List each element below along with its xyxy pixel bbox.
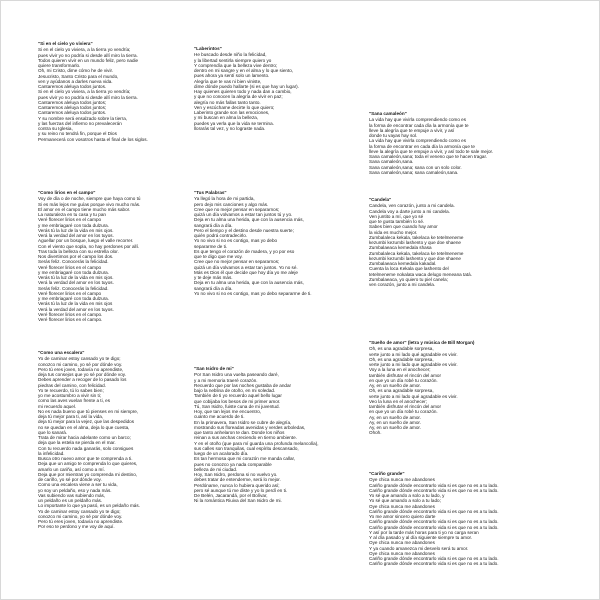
lyric-line: Zumbalaeaca, yo quiero tu piel canela; [369,276,448,282]
lyric-line: yo soy un peldaño, eso y nada más. [38,487,112,493]
song-block-7 [38,350,188,530]
lyric-line: y me embriagaré con toda dulzura. [38,269,109,275]
lyric-line: Cantaremos aleluya todos juntos. [38,84,107,89]
lyric-line: lleve la alegría que te empuje a vivir, y así [369,127,455,133]
lyric-line: Ya llegó la hora de mi partida, [194,196,255,202]
lyric-line: Oh, es una agradable sorpresa, [369,388,434,394]
lyric-line: piedras del camino, con felicidad. [38,382,106,388]
lyric-line: Deja en tu alma una herida, que con la ausencia más, [194,217,304,223]
song-title: "Sueño de amor" (letra y música de Bill Morgan) [369,340,475,345]
lyric-line: Zumbalaleca kekala, takelaca ke tetelmeneme [369,250,464,256]
lyric-line: Verás tú la luz de la vida en mis ojos. [38,227,114,233]
lyric-line: Como una escalera viene a ser tu vida, [38,482,118,488]
lyric-line: Ay, en un sueño de amor. [369,383,421,388]
lyric-line: Sana camaleón,sana; toda el veneno que te hacen tragar. [369,154,487,159]
lyric-line: conozco mi camino, yo sé por dónde voy. [38,361,123,367]
lyric-line: Perdóname, nunca lo hubiera querido así; [194,482,280,488]
lyric-line: Busca otro nuevo amor que te comprenda a ti. [38,456,133,461]
lyric-line: Zumbalaeaca kemedala kakadal. [369,261,437,266]
lyric-line: Y en el otoño (que para mí guarda una profunda melancolía), [194,440,319,446]
lyric-line: Es que tengo el corazón de madera, y yo por eso [194,248,295,254]
lyric-line: que te digo que me voy. [194,254,243,259]
lyric-line: Pero el tiempo y el destino desde nuestra suerte; [194,227,294,233]
song-block-1 [38,41,188,142]
lyric-line: Veré florecer lirios en el campo [38,264,102,270]
lyric-line: verte junto a mi lado qué agradable es vivir. [369,393,458,399]
lyric-line: pero dejo mis canciones y algo más. [194,201,269,207]
lyric-line: sangrará día a día. [194,222,233,228]
lyric-line: sus calles son tranquilas, cual espíritu descansado, [194,445,299,451]
lyric-line: También de ti yo recuerdo aquel bello lugar [194,393,282,399]
lyric-line: Verás tú la luz de la vida en mis ojos. [38,275,114,280]
lyric-line: también disfrutar el rincón del amor [369,404,442,409]
song-block-10 [369,471,519,567]
lyric-line: Hoy, que tan lejos me encuentro, [194,409,262,414]
lyric-line: La vida hay que vivirla comprendiendo como es [369,117,467,123]
lyric-line: Si en el cielo yo viviera, a la tierra yo vendría; [38,89,131,95]
lyric-line: amarlo un cariño, así como a mí. [38,466,105,472]
lyric-line: Deja en tu alma una herida, que con la ausencia más, [194,280,304,286]
lyric-line: que tanto anhelaron te dan. Donde los niños [194,430,285,435]
lyric-line: Cantaremos aleluya todos juntos; [38,99,107,105]
lyric-line: la forma de encontrar cada día la armonía que te [369,122,469,128]
lyric-line: la infelicidad. [38,450,65,456]
lyric-line: de cariño, yo sé por dónde voy. [38,477,102,482]
lyric-line: llorarás tal vez, y no lograste nada. [194,125,266,131]
lyric-line: Ven y escúchame decirte lo que quiero; [194,104,275,110]
lyric-line: ven corazón, junto a mi candela. [369,282,436,287]
lyric-line: Candela, ven corazón, junto a mi candela. [369,203,455,209]
song-title: "Cariño grande" [369,471,405,476]
lyric-line: y me embriagaré con toda dulzura. [38,296,109,301]
lyric-line: Nos divertimos por el campo los dos. [38,254,114,259]
lyric-line: Y su nombre será ensalzado sobre la tierra, [38,115,128,121]
lyric-line: Veo la luna en el anochecer; [369,398,427,404]
lyric-line: Recuerdo que por las noches gustaba de andar [194,382,292,388]
lyric-line: como las aves vuelan frente a ti, es [38,398,111,404]
lyric-line: quiere transformarlo. [38,63,81,68]
lyric-line: Yo sé que amando a solo a tu lado, y [369,493,445,498]
lyric-line: Yo me amor sincero quiero darte [369,514,436,519]
lyric-line: deja tú mejor para ti, así la vida, [38,414,104,419]
lyric-line: No es nada bueno que tú pienses en mi siempre, [38,408,139,414]
lyric-line: Sabes bien que cuando hay amor [369,224,438,230]
lyric-line: Todos quieren vivir en un mundo feliz, pero nadie [38,57,139,63]
lyric-line: Si en el cielo yo viviera, a la tierra yo vendría; [38,47,131,53]
lyric-line: alegría no más fallas tanto tanto. [194,99,261,105]
lyric-line: un peldaño es un peldaño más. [38,498,103,503]
lyric-line: Sana camaleón,sana; sana camaleón,sana. [369,169,459,175]
lyric-line: en que yo un día robé tu corazón. [369,409,438,415]
song-title: "Laberintos" [194,46,222,51]
lyric-line: Verá la verdad del amor en los tuyos. [38,306,114,312]
lyric-line: Veré florecer lirios en el campo [38,217,102,223]
lyric-line: Serás feliz. Conocerás la felicidad. [38,285,109,291]
lyric-line: Tras toda la belleza con su estrella olor. [38,248,119,254]
lyric-line: Tú, San Isidro, fuiste cuna de mi juventud. [194,403,280,409]
lyric-line: y su reino no tendrá fin, porque el Dios [38,131,117,137]
lyric-line: también disfrutar el rincón del amor [369,372,442,378]
lyric-line: quizá un día volvamos a estar tan juntos tú y yo. [194,212,293,217]
lyric-line: Serás feliz. Conocerás la felicidad. [38,259,109,265]
lyric-line: El amor en el campo tiene mucho más sabor. [38,206,131,212]
lyric-line: Oh, es una agradable sorpresa, [369,356,434,362]
lyric-line: Laberinto grande son las emociones, [194,110,270,115]
lyric-line: He buscado desde niño la felicidad, [194,52,267,58]
lyric-line: Yo de caminar estoy cansado yo te digo; [38,508,121,514]
lyric-line: verte junto a mi lado qué agradable es vivir. [369,351,458,357]
lyric-line: Pero tú eres joven, todavía no aprendiste, [38,366,124,372]
lyric-line: yo me acostumbro a vivir sin ti; [38,393,102,398]
lyric-line: pero sé aunque tú me diste y yo lo perdí en ti. [194,487,288,493]
lyric-line: kezumbi kezumbi lashento y que doe shaene [369,240,461,245]
lyric-line: Zumbalaeaca kemedala shasa [369,245,432,251]
lyric-line: dentro en mi sangre y en el alma y lo que siento, [194,68,294,73]
lyric-line: Hay quienes quieren todo y nada dan a cambio, [194,89,292,94]
lyric-line: y me embriagaré con toda dulzura. [38,222,109,228]
lyric-line: Cariño grande dónde encontrarlo vida si es que no es a tu lado. [369,561,499,567]
lyric-line: Ni la romántica Riuiva del San Isidro de mi. [194,498,282,504]
lyric-line: kezumbi kezumbi lashento y que doe shaene [369,255,461,261]
lyric-line: quién podrá contradecirlo. [194,233,248,238]
lyric-line: Por eso te perdono y me voy de aquí. [38,524,115,530]
lyric-line: deja tú mejor para la vejez, que las despedidos [38,419,135,425]
lyric-line: y la libertad sentirla siempre quiero yo [194,57,272,63]
lyric-line: La naturaleza en tu casa y tu pan [38,212,106,217]
song-title: "Candela" [369,197,392,202]
lyric-line: Cree que no mejor pensar en separarnos; [194,206,280,212]
lyric-line: Cariño grande dónde encontrarlo vida si es que no es a tu lado. [369,508,499,514]
lyric-line: la vida es mucho mejor. [369,229,418,235]
lyric-line: que cobijaba los besos de mi primer amor. [194,398,281,404]
lyric-line: Candela voy a darte junto a mi candela. [369,208,450,214]
lyric-line: conozco mi camino, yo sé por dónde voy. [38,513,123,519]
lyric-line: De Belén, Jacarandá, por el Bolívar, [194,493,268,498]
song-block-8 [194,366,344,504]
lyric-line: Y ya cuando amanezca mi desvelo será tu amor. [369,545,469,551]
lyric-line: Cantaremos aleluya todos juntos; [38,105,107,110]
lyric-line: belleza de mi ciudad. [194,466,238,472]
lyric-line: Oh, mi Cristo, dime cómo he de vivir. [38,68,114,74]
lyric-line: la forma de encontrar en cada día la armonía que te [369,143,475,149]
lyric-line: Oye chica nunca me abandones [369,477,435,483]
lyric-line: en que yo un día robé tu corazón. [369,377,438,383]
lyric-line: debes tratar de entenderme, será lo mejor. [194,477,281,483]
lyric-line: Ohoh. [369,430,382,436]
song-block-6 [369,197,519,287]
lyric-line: Alegría que te vas ni bien viniste, [194,78,262,84]
lyric-line: pues vivir yo no podría si desde allí miro la tierra. [38,94,138,100]
lyric-line: Sana camaleón,sana; sana con un solo color. [369,164,462,170]
lyric-line: Si es más lejos me guías porque vivo mucho más. [38,201,141,207]
song-title: "Como lirios en el campo" [38,190,96,195]
lyric-line: verte junto a mi lado que agradable es vivir. [369,362,458,367]
lyric-line: Hoy, San Isidro, perdona si no vuelvo yo. [194,472,278,477]
lyric-line: Vas subiendo vas subiendo más, [38,492,106,498]
lyric-line: puedes ya verla que la vida se termina. [194,120,274,126]
lyric-line: pues ahora ya sentí solo un lamento. [194,73,270,79]
song-block-5 [194,190,344,296]
lyric-line: lleve la alegría que te empuje a vivir, y así todo te sale mejor. [369,148,494,154]
lyric-line: Y comprendía que la belleza vive dentro; [194,62,278,68]
song-title: "Si en el cielo yo viviera" [38,41,93,46]
lyric-line: Cariño grande dónde encontrarlo vida si es que no es a tu lado. [369,524,499,530]
lyric-line: Ay, en un sueño de amor. [369,419,421,425]
lyric-line: Deja que un amigo te comprenda lo que quieres, [38,461,138,467]
lyric-line: Veré florecer lirios en el campo. [38,311,103,317]
lyric-line: Debes aprender a recoger de lo pasado los [38,377,127,383]
lyric-line: Sana camaleón,sana. [369,159,414,165]
lyric-line: Y al día pasado y al día siguiente siempre tu amor. [369,535,473,540]
song-title: "Como una escalera" [38,350,85,355]
lyric-line: pues vivir yo no podría si desde allí miro la tierra. [38,52,138,58]
lyric-line: sangrará día a día. [194,285,233,291]
lyric-line: pues no conozco ya nada comparable [194,461,272,467]
lyric-line: mi recuerdo aquel. [38,403,77,409]
lyric-line: Ay, en un sueño de amor. [369,425,421,430]
lyric-line: deja tus consejos que yo sé por dónde voy. [38,372,127,377]
lyric-line: Oye chica nunca me abandones [369,550,435,556]
lyric-line: y que no conocen la alegría de vivir en paz; [194,94,283,100]
lyric-line: ven y ayúdanos a darles nueva vida. [38,78,113,84]
lyric-line: Ven juntito a mí, que yo sé [369,213,424,219]
lyric-line: reinan a sus anchas creciendo en tierno ambiente. [194,435,297,441]
lyric-line: Yo sé que amando a solo a tu lado; [369,498,441,504]
lyric-line: Cree que no mejor pensar en separarnos; [194,259,280,265]
song-title: "Sana camaleón" [369,111,407,116]
song-block-3 [369,111,519,175]
lyric-line: luego de un acalorado día. [194,451,249,456]
lyric-line: y mi buscan en alma la belleza, [194,115,259,121]
lyric-line: Cuenta la loca Kekala que lashento del [369,266,449,272]
lyric-line: Con el viento que sopla, no hay perdones por allí. [38,243,140,249]
lyric-line: Oye chica nunca me abandones [369,503,435,509]
lyric-line: y a mi memoria traeré corazón. [194,377,258,383]
lyric-line: Cariño grande dónde encontrarlo vida si es que no es a tu lado. [369,556,499,561]
lyric-line: Zumbalaleca kekala, takelaca ke tetelmeneme [369,234,464,240]
lyric-line: Verás tú la luz de la vida en mis ojos [38,301,113,307]
lyric-line: Con tu recuerdo nada ganarás, solo consigues [38,445,134,451]
lyric-line: Aguellar por un bosque, luego el valle recorrer. [38,238,134,244]
lyric-line: mostrando sus floreadas avenidas y verdes arboledas, [194,424,306,430]
lyric-line: Cariño grande dónde encontrarlo vida si es que no es a tu lado. [369,487,499,493]
lyric-line: Ay, en un sueño de amor. [369,414,421,420]
song-title: "San Isidro de mi" [194,366,234,371]
lyric-line: Yo de caminar estoy cansado yo te digo; [38,356,121,362]
lyric-line: no se quedan en el alma, deja lo que cuesta, [38,424,130,430]
lyric-line: Cariño grande dónde encontrarlo vida si es que no es a tu lado. [369,519,499,525]
lyric-line: Voy a la luna en el anochecer; [369,367,431,373]
lyric-line: Jesucristo, Santo Cristo para el mundo, [38,73,119,79]
lyric-line: y te deje más más. [194,275,233,280]
lyric-line: Cantaremos aleluya todos juntos. [38,110,107,116]
song-block-2 [194,46,344,131]
song-block-9 [369,340,519,436]
lyric-line: separarme de ti. [194,243,228,249]
lyric-line: Más es Dios él que decide que hoy día yo me aleje [194,269,298,275]
lyric-line: Voy de día o de noche, siempre que haya como tú [38,196,141,202]
lyric-line: que lo sanará. [38,429,68,435]
lyric-line: donde tu vayas hay sol. [369,133,418,138]
song-block-4 [38,190,188,322]
lyric-line: Deja que por mientras yo comprenda mi destino, [38,471,138,477]
lyric-line: Veré florecer lirios en el campo [38,290,102,296]
lyric-line: La vida hay que vivirla comprendiendo como es [369,138,467,144]
lyric-line: Lo importante lo que ya pasó, es un peldaño más. [38,503,140,509]
lyric-line: dime dónde puedo hallarte (si es que hay un lugar). [194,83,299,89]
lyric-line: Oh, es una agradable sorpresa, [369,346,434,352]
lyric-line: Por San Isidro una vuelta paseando daré, [194,372,279,378]
lyric-line: y las fuerzas del infierno no prevalecerán [38,120,122,126]
lyric-line: Y así por la tarde más horas para ti yo no carga seran [369,529,479,535]
lyric-line: Trata de mirar hacia adelante como un barco; [38,435,131,440]
lyric-line: deja que la estela se pierda en el mar. [38,440,116,446]
lyric-line: Yo no vivo si no es contigo, mas yo debo [194,238,278,244]
lyric-line: Yo te recuerdo, tú lo sabes bien; [38,387,104,393]
lyric-line: Pero tú eres joven, todavía no aprendiste. [38,519,124,524]
lyric-line: Cariño grande dónde encontrarlo vida si es que no es a tu lado. [369,482,499,488]
lyric-line: Permanecerá con vosotros hasta el final de los siglos. [38,136,148,142]
lyric-line: Verá la verdad del amor en los tuyos. [38,280,114,286]
lyric-line: Verá la verdad del amor en los tuyos. [38,233,114,238]
lyric-line: bajo la neblina de otoño, en mi soledad. [194,388,276,393]
lyric-line: que te gusta también lo sé. [369,219,425,224]
lyric-line: tetelmeneme nokalata waca delugo meneana tatá. [369,271,472,277]
lyric-line: Veré florecer lirios en el campo. [38,317,103,322]
lyric-line: quizá un día volvamos a estar tan juntos. Yo no sé. [194,264,298,270]
lyric-line: En la primavera, San Isidro se cubre de alegría, [194,419,292,425]
lyric-line: Yo no vivo si no es contigo, mas yo debo separarme de ti. [194,290,312,296]
lyric-line: Oye chica nunca me abandones [369,540,435,546]
lyric-line: Es tan hermosa que mi corazón me manda callar, [194,456,296,462]
lyric-line: contra su Iglesia, [38,126,73,131]
song-title: "Tus Palabras" [194,190,227,195]
lyric-line: cuánto me acuerdo de ti. [194,414,245,420]
